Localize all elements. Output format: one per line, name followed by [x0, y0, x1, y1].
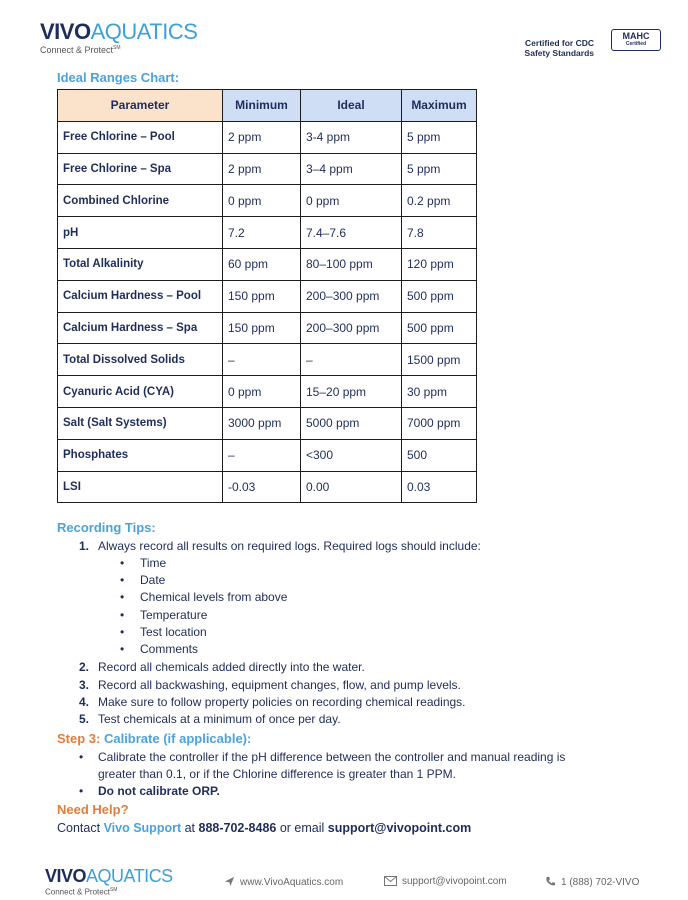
- step3-label: Step 3:: [57, 731, 101, 746]
- ranges-title: Ideal Ranges Chart:: [57, 70, 180, 85]
- header-parameter: Parameter: [58, 90, 223, 122]
- bullet-dot: •: [120, 590, 125, 604]
- value-cell: 30 ppm: [402, 376, 477, 408]
- value-cell: 120 ppm: [402, 248, 477, 280]
- value-cell: 2 ppm: [223, 153, 301, 185]
- footer-phone[interactable]: [545, 876, 639, 888]
- cdc-certification: [525, 38, 594, 58]
- parameter-cell: Free Chlorine – Spa: [58, 153, 223, 185]
- footer-website-text: www.VivoAquatics.com: [240, 877, 344, 888]
- value-cell: 7.2: [223, 217, 301, 249]
- tip-item: Record all backwashing, equipment changes, flow, and pump levels.: [98, 678, 461, 692]
- sub-item: Chemical levels from above: [140, 590, 288, 604]
- value-cell: 200–300 ppm: [301, 312, 402, 344]
- tips-title: Recording Tips:: [57, 520, 156, 535]
- value-cell: 200–300 ppm: [301, 280, 402, 312]
- value-cell: 500 ppm: [402, 280, 477, 312]
- bullet-dot: •: [120, 573, 125, 587]
- value-cell: 150 ppm: [223, 280, 301, 312]
- footer-logo-vivo: VIVO: [45, 866, 87, 886]
- value-cell: 7000 ppm: [402, 407, 477, 439]
- footer-logo: [45, 866, 173, 897]
- cert-line-1: Certified for CDC: [525, 38, 594, 48]
- bullet-dot: •: [120, 608, 125, 622]
- parameter-cell: Phosphates: [58, 439, 223, 471]
- sub-item: Test location: [140, 625, 207, 639]
- ideal-ranges-table: [57, 89, 477, 503]
- value-cell: 150 ppm: [223, 312, 301, 344]
- parameter-cell: Total Alkalinity: [58, 248, 223, 280]
- bullet-dot: •: [120, 556, 125, 570]
- mahc-badge: [611, 29, 661, 51]
- value-cell: <300: [301, 439, 402, 471]
- tip-item: Test chemicals at a minimum of once per day.: [98, 712, 341, 726]
- value-cell: 0.03: [402, 471, 477, 503]
- help-title: Need Help?: [57, 802, 129, 817]
- parameter-cell: Cyanuric Acid (CYA): [58, 376, 223, 408]
- table-row: [58, 153, 477, 185]
- step3-bullet-1-line-1: Calibrate the controller if the pH difference between the controller and manual reading is: [98, 750, 566, 764]
- contact-or-email: or email: [276, 821, 328, 835]
- value-cell: 3–4 ppm: [301, 153, 402, 185]
- value-cell: 0 ppm: [223, 185, 301, 217]
- parameter-cell: Calcium Hardness – Spa: [58, 312, 223, 344]
- sub-item: Comments: [140, 642, 199, 656]
- table-row: [58, 312, 477, 344]
- bullet-dot: •: [120, 642, 125, 656]
- mahc-badge-sub: Certified: [625, 41, 647, 47]
- support-phone[interactable]: 888-702-8486: [198, 821, 277, 835]
- bullet-dot: •: [79, 750, 84, 764]
- footer-logo-aquatics: AQUATICS: [86, 866, 173, 886]
- value-cell: –: [223, 439, 301, 471]
- contact-at: at: [181, 821, 199, 835]
- contact-prefix: Contact: [57, 821, 104, 835]
- value-cell: 1500 ppm: [402, 344, 477, 376]
- table-row: [58, 185, 477, 217]
- value-cell: 7.4–7.6: [301, 217, 402, 249]
- value-cell: 5 ppm: [402, 121, 477, 153]
- sub-item: Time: [140, 556, 167, 570]
- footer-phone-text: 1 (888) 702-VIVO: [561, 877, 640, 888]
- parameter-cell: Salt (Salt Systems): [58, 407, 223, 439]
- step3-heading: [57, 731, 251, 746]
- step3-bullet-1-line-2: greater than 0.1, or if the Chlorine difference is greater than 1 PPM.: [98, 767, 456, 781]
- table-body: [58, 121, 477, 503]
- value-cell: 3-4 ppm: [301, 121, 402, 153]
- tip-number: 3.: [79, 678, 90, 692]
- contact-line: [57, 821, 471, 835]
- footer-logo-tagline: Connect & Protect: [45, 887, 110, 897]
- tip-number: 5.: [79, 712, 90, 726]
- table-row: [58, 407, 477, 439]
- bullet-dot: •: [120, 625, 125, 639]
- table-row: [58, 471, 477, 503]
- value-cell: 60 ppm: [223, 248, 301, 280]
- table-row: [58, 217, 477, 249]
- value-cell: 5000 ppm: [301, 407, 402, 439]
- parameter-cell: Combined Chlorine: [58, 185, 223, 217]
- value-cell: 80–100 ppm: [301, 248, 402, 280]
- value-cell: 2 ppm: [223, 121, 301, 153]
- tagline-mark: SM: [113, 45, 121, 51]
- table-row: [58, 344, 477, 376]
- value-cell: 0 ppm: [223, 376, 301, 408]
- table-row: [58, 280, 477, 312]
- tip-item: Record all chemicals added directly into the water.: [98, 660, 365, 674]
- logo-aquatics-text: AQUATICS: [90, 19, 198, 44]
- parameter-cell: Free Chlorine – Pool: [58, 121, 223, 153]
- tip-number: 2.: [79, 660, 90, 674]
- vivo-support-link[interactable]: Vivo Support: [103, 821, 182, 835]
- table-row: [58, 248, 477, 280]
- parameter-cell: LSI: [58, 471, 223, 503]
- footer-email[interactable]: [384, 876, 507, 887]
- parameter-cell: Calcium Hardness – Pool: [58, 280, 223, 312]
- value-cell: 3000 ppm: [223, 407, 301, 439]
- table-row: [58, 121, 477, 153]
- tip-item: Always record all results on required logs. Required logs should include:: [98, 539, 481, 553]
- phone-icon: [545, 876, 556, 887]
- table-row: [58, 376, 477, 408]
- header-minimum: Minimum: [223, 90, 301, 122]
- value-cell: 5 ppm: [402, 153, 477, 185]
- value-cell: 15–20 ppm: [301, 376, 402, 408]
- value-cell: 0 ppm: [301, 185, 402, 217]
- mahc-badge-main: MAHC: [622, 31, 650, 41]
- sub-item: Temperature: [140, 608, 208, 622]
- tip-number: 1.: [79, 539, 90, 553]
- value-cell: –: [301, 344, 402, 376]
- parameter-cell: pH: [58, 217, 223, 249]
- value-cell: -0.03: [223, 471, 301, 503]
- header-maximum: Maximum: [402, 90, 477, 122]
- header-ideal: Ideal: [301, 90, 402, 122]
- value-cell: 500 ppm: [402, 312, 477, 344]
- tip-number: 4.: [79, 695, 90, 709]
- cert-line-2: Safety Standards: [524, 48, 594, 58]
- bullet-dot: •: [79, 784, 84, 798]
- step3-bullet-2: Do not calibrate ORP.: [98, 784, 220, 798]
- table-header-row: [58, 90, 477, 122]
- logo-tagline: Connect & Protect: [40, 45, 114, 55]
- value-cell: 500: [402, 439, 477, 471]
- send-icon: [224, 876, 235, 887]
- header-logo: [40, 20, 197, 55]
- parameter-cell: Total Dissolved Solids: [58, 344, 223, 376]
- value-cell: 0.2 ppm: [402, 185, 477, 217]
- value-cell: 7.8: [402, 217, 477, 249]
- step3-title: Calibrate (if applicable):: [103, 731, 252, 746]
- footer-website[interactable]: [224, 876, 343, 888]
- value-cell: –: [223, 344, 301, 376]
- table-row: [58, 439, 477, 471]
- value-cell: 0.00: [301, 471, 402, 503]
- footer-email-text: support@vivopoint.com: [402, 876, 507, 887]
- tip-item: Make sure to follow property policies on recording chemical readings.: [98, 695, 466, 709]
- footer-tagline-mark: SM: [109, 887, 118, 893]
- sub-item: Date: [140, 573, 166, 587]
- logo-vivo-text: VIVO: [40, 19, 91, 44]
- mail-icon: [384, 876, 397, 886]
- support-email[interactable]: support@vivopoint.com: [327, 821, 472, 835]
